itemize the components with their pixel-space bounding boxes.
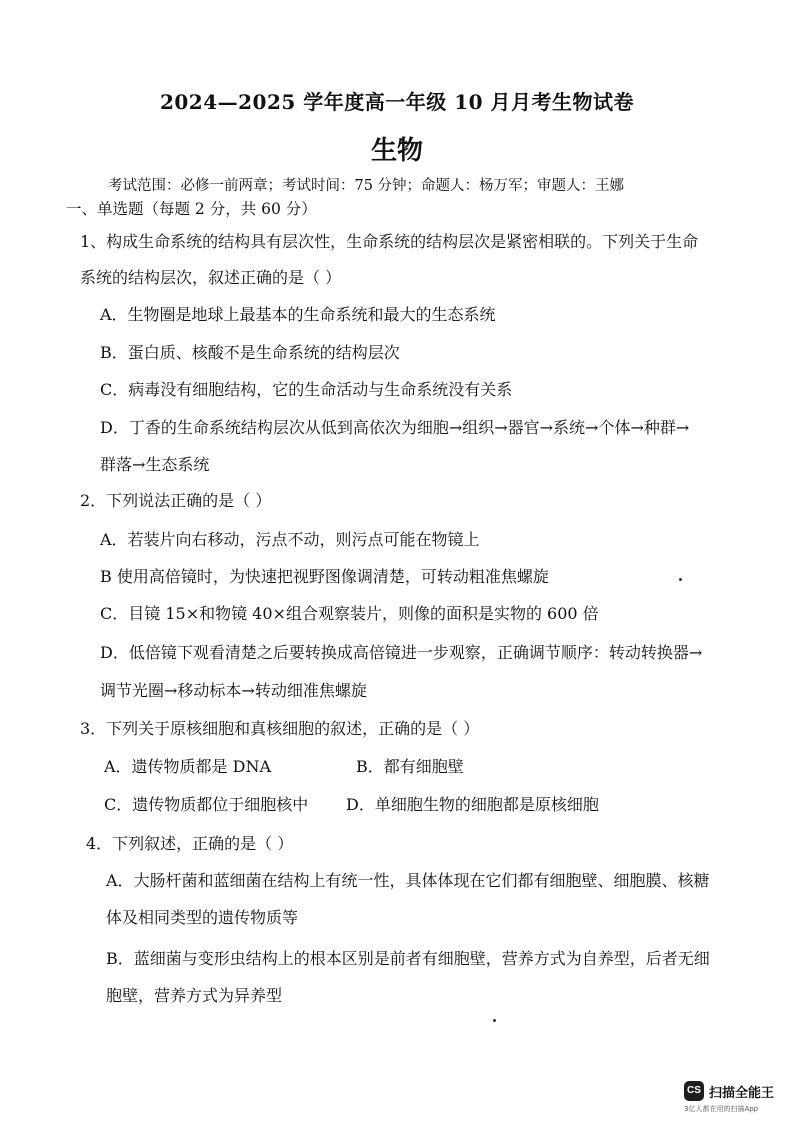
question-2-option-d-line1: D．低倍镜下观看清楚之后要转换成高倍镜进一步观察，正确调节顺序：转动转换器→ bbox=[100, 643, 703, 662]
question-4-option-a-line1: A．大肠杆菌和蓝细菌在结构上有统一性，具体体现在它们都有细胞壁、细胞膜、核糖 bbox=[106, 871, 710, 890]
question-4-option-b-line2: 胞壁，营养方式为异养型 bbox=[106, 986, 283, 1005]
question-2-option-b: B 使用高倍镜时，为快速把视野图像调清楚，可转动粗准焦螺旋 bbox=[100, 567, 549, 586]
question-1-option-a: A．生物圈是地球上最基本的生命系统和最大的生态系统 bbox=[100, 305, 496, 324]
question-3-stem: 3．下列关于原核细胞和真核细胞的叙述，正确的是（ ） bbox=[80, 719, 480, 738]
question-3-option-d: D．单细胞生物的细胞都是原核细胞 bbox=[346, 795, 599, 814]
watermark-tagline: 3亿人都在用的扫描App bbox=[684, 1105, 759, 1113]
question-1-stem-line2: 系统的结构层次，叙述正确的是（ ） bbox=[80, 268, 342, 287]
question-2-option-d-line2: 调节光圈→移动标本→转动细准焦螺旋 bbox=[100, 681, 367, 700]
scanner-watermark bbox=[684, 1081, 788, 1117]
question-1-option-b: B．蛋白质、核酸不是生命系统的结构层次 bbox=[100, 343, 400, 362]
watermark-app-name: 扫描全能王 bbox=[709, 1086, 775, 1101]
section-heading: 一、单选题（每题 2 分，共 60 分） bbox=[66, 200, 317, 218]
question-3-option-a: A．遗传物质都是 DNA bbox=[104, 757, 272, 776]
scan-speck bbox=[493, 1019, 496, 1022]
question-3-option-b: B．都有细胞壁 bbox=[356, 757, 464, 776]
question-1-stem-line1: 1、构成生命系统的结构具有层次性，生命系统的结构层次是紧密相联的。下列关于生命 bbox=[80, 232, 699, 251]
question-3-option-c: C．遗传物质都位于细胞核中 bbox=[104, 795, 309, 814]
question-1-option-c: C．病毒没有细胞结构，它的生命活动与生命系统没有关系 bbox=[100, 380, 513, 399]
question-4-option-b-line1: B．蓝细菌与变形虫结构上的根本区别是前者有细胞壁，营养方式为自养型，后者无细 bbox=[106, 949, 710, 968]
question-4-option-a-line2: 体及相同类型的遗传物质等 bbox=[106, 908, 299, 927]
question-2-option-a: A．若装片向右移动，污点不动，则污点可能在物镜上 bbox=[100, 530, 480, 549]
question-2-option-c: C．目镜 15×和物镜 40×组合观察装片，则像的面积是实物的 600 倍 bbox=[100, 604, 599, 623]
question-1-option-d-line1: D．丁香的生命系统结构层次从低到高依次为细胞→组织→器官→系统→个体→种群→ bbox=[100, 418, 690, 437]
question-4-stem: 4．下列叙述，正确的是（ ） bbox=[86, 834, 294, 853]
question-2-stem: 2．下列说法正确的是（ ） bbox=[80, 491, 272, 510]
camscanner-logo-icon: CS bbox=[684, 1081, 704, 1101]
scan-speck bbox=[679, 578, 682, 581]
exam-info: 考试范围：必修一前两章；考试时间：75 分钟；命题人：杨万军；审题人：王娜 bbox=[108, 178, 625, 194]
subject-heading: 生物 bbox=[370, 136, 423, 166]
exam-title: 2024—2025 学年度高一年级 10 月月考生物试卷 bbox=[159, 90, 635, 114]
question-1-option-d-line2: 群落→生态系统 bbox=[100, 455, 210, 474]
